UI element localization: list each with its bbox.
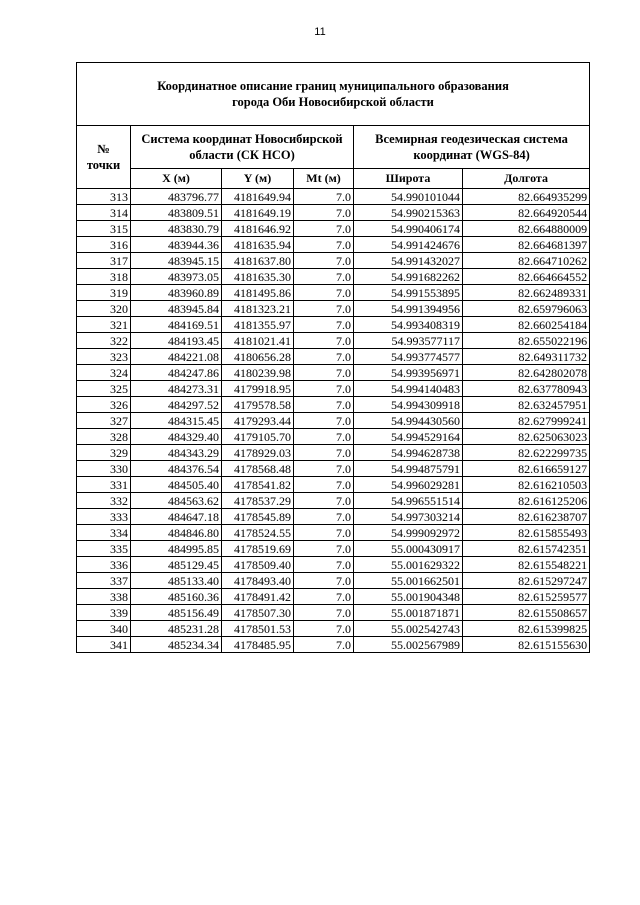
- table-row: [77, 237, 590, 253]
- mt-cell: 7.0: [294, 317, 354, 333]
- point-number-header-label: точки: [86, 158, 121, 172]
- point-number-cell: 326: [77, 397, 131, 413]
- y-cell: 4180656.28: [222, 349, 294, 365]
- table-row: [77, 429, 590, 445]
- x-cell: 485156.49: [131, 605, 222, 621]
- table-row: [77, 541, 590, 557]
- latitude-cell: 55.002567989: [354, 637, 463, 653]
- x-cell: 484376.54: [131, 461, 222, 477]
- latitude-cell: 54.994628738: [354, 445, 463, 461]
- mt-cell: 7.0: [294, 541, 354, 557]
- point-number-cell: 315: [77, 221, 131, 237]
- point-number-cell: 317: [77, 253, 131, 269]
- y-cell: 4178519.69: [222, 541, 294, 557]
- y-cell: 4181649.19: [222, 205, 294, 221]
- point-number-cell: 328: [77, 429, 131, 445]
- mt-cell: 7.0: [294, 509, 354, 525]
- longitude-cell: 82.625063023: [463, 429, 590, 445]
- table-row: [77, 573, 590, 589]
- x-cell: 485231.28: [131, 621, 222, 637]
- latitude-cell: 54.991682262: [354, 269, 463, 285]
- page-number: 11: [314, 26, 326, 38]
- table-row: [77, 589, 590, 605]
- y-cell: 4181495.86: [222, 285, 294, 301]
- point-number-cell: 336: [77, 557, 131, 573]
- x-cell: 484846.80: [131, 525, 222, 541]
- x-cell: 484193.45: [131, 333, 222, 349]
- mt-cell: 7.0: [294, 221, 354, 237]
- x-cell: 485160.36: [131, 589, 222, 605]
- longitude-cell: 82.616210503: [463, 477, 590, 493]
- point-number-cell: 340: [77, 621, 131, 637]
- mt-cell: 7.0: [294, 525, 354, 541]
- longitude-cell: 82.664664552: [463, 269, 590, 285]
- longitude-column-header: Долгота: [463, 169, 590, 189]
- x-cell: 484169.51: [131, 317, 222, 333]
- longitude-cell: 82.637780943: [463, 381, 590, 397]
- mt-cell: 7.0: [294, 605, 354, 621]
- longitude-cell: 82.615508657: [463, 605, 590, 621]
- point-number-cell: 335: [77, 541, 131, 557]
- latitude-cell: 54.991424676: [354, 237, 463, 253]
- mt-cell: 7.0: [294, 637, 354, 653]
- table-body: [77, 189, 590, 653]
- latitude-cell: 54.996029281: [354, 477, 463, 493]
- table-title-line-1: Координатное описание границ муниципального образования: [157, 79, 509, 93]
- mt-cell: 7.0: [294, 205, 354, 221]
- table-row: [77, 509, 590, 525]
- x-cell: 485133.40: [131, 573, 222, 589]
- wgs-header-line-2: координат (WGS-84): [413, 148, 530, 162]
- longitude-cell: 82.615548221: [463, 557, 590, 573]
- mt-cell: 7.0: [294, 461, 354, 477]
- wgs-system-header: [354, 126, 590, 169]
- mt-cell: 7.0: [294, 621, 354, 637]
- y-cell: 4181635.94: [222, 237, 294, 253]
- x-cell: 484329.40: [131, 429, 222, 445]
- nso-system-header: [131, 126, 354, 169]
- latitude-cell: 55.002542743: [354, 621, 463, 637]
- nso-header-line-1: Система координат Новосибирской: [141, 132, 343, 146]
- point-number-cell: 339: [77, 605, 131, 621]
- y-cell: 4181637.80: [222, 253, 294, 269]
- latitude-cell: 54.991553895: [354, 285, 463, 301]
- y-cell: 4178507.30: [222, 605, 294, 621]
- y-cell: 4181646.92: [222, 221, 294, 237]
- point-number-cell: 314: [77, 205, 131, 221]
- point-number-cell: 332: [77, 493, 131, 509]
- latitude-cell: 54.994875791: [354, 461, 463, 477]
- table-title: [77, 63, 590, 126]
- x-cell: 484247.86: [131, 365, 222, 381]
- table-row: [77, 557, 590, 573]
- latitude-cell: 54.990406174: [354, 221, 463, 237]
- mt-cell: 7.0: [294, 397, 354, 413]
- table-row: [77, 605, 590, 621]
- x-cell: 484647.18: [131, 509, 222, 525]
- table-row: [77, 621, 590, 637]
- y-cell: 4178501.53: [222, 621, 294, 637]
- mt-cell: 7.0: [294, 349, 354, 365]
- table-row: [77, 397, 590, 413]
- mt-cell: 7.0: [294, 429, 354, 445]
- longitude-cell: 82.649311732: [463, 349, 590, 365]
- longitude-cell: 82.616659127: [463, 461, 590, 477]
- latitude-cell: 54.996551514: [354, 493, 463, 509]
- point-number-cell: 325: [77, 381, 131, 397]
- y-cell: 4178568.48: [222, 461, 294, 477]
- latitude-cell: 54.990101044: [354, 189, 463, 205]
- latitude-cell: 54.994309918: [354, 397, 463, 413]
- point-number-header-symbol: №: [97, 142, 110, 156]
- point-number-cell: 313: [77, 189, 131, 205]
- x-cell: 485129.45: [131, 557, 222, 573]
- table-row: [77, 365, 590, 381]
- longitude-cell: 82.616238707: [463, 509, 590, 525]
- x-cell: 485234.34: [131, 637, 222, 653]
- x-cell: 483973.05: [131, 269, 222, 285]
- point-number-cell: 316: [77, 237, 131, 253]
- table-row: [77, 413, 590, 429]
- table-row: [77, 381, 590, 397]
- coordinate-table: [76, 62, 590, 653]
- longitude-cell: 82.662489331: [463, 285, 590, 301]
- point-number-cell: 319: [77, 285, 131, 301]
- latitude-cell: 54.999092972: [354, 525, 463, 541]
- point-number-cell: 329: [77, 445, 131, 461]
- table-row: [77, 285, 590, 301]
- y-cell: 4179293.44: [222, 413, 294, 429]
- longitude-cell: 82.664920544: [463, 205, 590, 221]
- longitude-cell: 82.664710262: [463, 253, 590, 269]
- mt-cell: 7.0: [294, 477, 354, 493]
- table-row: [77, 189, 590, 205]
- x-cell: 484273.31: [131, 381, 222, 397]
- longitude-cell: 82.659796063: [463, 301, 590, 317]
- y-cell: 4181649.94: [222, 189, 294, 205]
- point-number-cell: 341: [77, 637, 131, 653]
- mt-column-header: Mt (м): [294, 169, 354, 189]
- mt-cell: 7.0: [294, 333, 354, 349]
- y-cell: 4178493.40: [222, 573, 294, 589]
- y-cell: 4178491.42: [222, 589, 294, 605]
- table-row: [77, 253, 590, 269]
- y-cell: 4179105.70: [222, 429, 294, 445]
- y-cell: 4178524.55: [222, 525, 294, 541]
- latitude-cell: 55.000430917: [354, 541, 463, 557]
- latitude-cell: 54.993774577: [354, 349, 463, 365]
- mt-cell: 7.0: [294, 269, 354, 285]
- x-cell: 483960.89: [131, 285, 222, 301]
- y-cell: 4181021.41: [222, 333, 294, 349]
- x-cell: 483945.15: [131, 253, 222, 269]
- mt-cell: 7.0: [294, 589, 354, 605]
- latitude-cell: 55.001871871: [354, 605, 463, 621]
- table-row: [77, 317, 590, 333]
- latitude-cell: 54.994140483: [354, 381, 463, 397]
- y-cell: 4181355.97: [222, 317, 294, 333]
- table-row: [77, 301, 590, 317]
- table-row: [77, 333, 590, 349]
- latitude-cell: 54.993956971: [354, 365, 463, 381]
- y-cell: 4178509.40: [222, 557, 294, 573]
- latitude-cell: 54.994529164: [354, 429, 463, 445]
- x-cell: 484221.08: [131, 349, 222, 365]
- point-number-cell: 322: [77, 333, 131, 349]
- longitude-cell: 82.655022196: [463, 333, 590, 349]
- latitude-column-header: Широта: [354, 169, 463, 189]
- table-row: [77, 221, 590, 237]
- mt-cell: 7.0: [294, 301, 354, 317]
- latitude-cell: 55.001904348: [354, 589, 463, 605]
- y-cell: 4181323.21: [222, 301, 294, 317]
- latitude-cell: 54.997303214: [354, 509, 463, 525]
- y-cell: 4178929.03: [222, 445, 294, 461]
- x-cell: 483809.51: [131, 205, 222, 221]
- latitude-cell: 55.001662501: [354, 573, 463, 589]
- longitude-cell: 82.642802078: [463, 365, 590, 381]
- x-cell: 484297.52: [131, 397, 222, 413]
- point-number-cell: 330: [77, 461, 131, 477]
- point-number-cell: 337: [77, 573, 131, 589]
- point-number-cell: 323: [77, 349, 131, 365]
- table-row: [77, 637, 590, 653]
- wgs-header-line-1: Всемирная геодезическая система: [375, 132, 568, 146]
- point-number-cell: 333: [77, 509, 131, 525]
- mt-cell: 7.0: [294, 365, 354, 381]
- longitude-cell: 82.632457951: [463, 397, 590, 413]
- y-cell: 4178537.29: [222, 493, 294, 509]
- table-row: [77, 461, 590, 477]
- x-cell: 484995.85: [131, 541, 222, 557]
- mt-cell: 7.0: [294, 237, 354, 253]
- y-cell: 4179918.95: [222, 381, 294, 397]
- longitude-cell: 82.616125206: [463, 493, 590, 509]
- x-cell: 483796.77: [131, 189, 222, 205]
- nso-header-line-2: области (СК НСО): [189, 148, 295, 162]
- x-cell: 483945.84: [131, 301, 222, 317]
- y-cell: 4178541.82: [222, 477, 294, 493]
- point-number-cell: 324: [77, 365, 131, 381]
- longitude-cell: 82.615855493: [463, 525, 590, 541]
- table-row: [77, 205, 590, 221]
- point-number-cell: 334: [77, 525, 131, 541]
- x-cell: 484343.29: [131, 445, 222, 461]
- mt-cell: 7.0: [294, 557, 354, 573]
- latitude-cell: 55.001629322: [354, 557, 463, 573]
- latitude-cell: 54.991432027: [354, 253, 463, 269]
- mt-cell: 7.0: [294, 189, 354, 205]
- point-number-cell: 327: [77, 413, 131, 429]
- table-row: [77, 525, 590, 541]
- longitude-cell: 82.615297247: [463, 573, 590, 589]
- point-number-cell: 320: [77, 301, 131, 317]
- longitude-cell: 82.660254184: [463, 317, 590, 333]
- table-row: [77, 349, 590, 365]
- y-cell: 4180239.98: [222, 365, 294, 381]
- mt-cell: 7.0: [294, 253, 354, 269]
- point-number-cell: 318: [77, 269, 131, 285]
- latitude-cell: 54.991394956: [354, 301, 463, 317]
- longitude-cell: 82.622299735: [463, 445, 590, 461]
- point-number-cell: 321: [77, 317, 131, 333]
- y-cell: 4181635.30: [222, 269, 294, 285]
- mt-cell: 7.0: [294, 285, 354, 301]
- y-cell: 4179578.58: [222, 397, 294, 413]
- x-column-header: X (м): [131, 169, 222, 189]
- y-column-header: Y (м): [222, 169, 294, 189]
- table-row: [77, 269, 590, 285]
- x-cell: 484505.40: [131, 477, 222, 493]
- table-row: [77, 477, 590, 493]
- latitude-cell: 54.990215363: [354, 205, 463, 221]
- point-number-header: [77, 126, 131, 189]
- table-title-line-2: города Оби Новосибирской области: [232, 95, 434, 109]
- table-row: [77, 445, 590, 461]
- x-cell: 483830.79: [131, 221, 222, 237]
- mt-cell: 7.0: [294, 445, 354, 461]
- mt-cell: 7.0: [294, 493, 354, 509]
- mt-cell: 7.0: [294, 573, 354, 589]
- point-number-cell: 338: [77, 589, 131, 605]
- longitude-cell: 82.615155630: [463, 637, 590, 653]
- longitude-cell: 82.615259577: [463, 589, 590, 605]
- latitude-cell: 54.993577117: [354, 333, 463, 349]
- longitude-cell: 82.664935299: [463, 189, 590, 205]
- x-cell: 484563.62: [131, 493, 222, 509]
- x-cell: 484315.45: [131, 413, 222, 429]
- longitude-cell: 82.664681397: [463, 237, 590, 253]
- longitude-cell: 82.615399825: [463, 621, 590, 637]
- longitude-cell: 82.627999241: [463, 413, 590, 429]
- point-number-cell: 331: [77, 477, 131, 493]
- y-cell: 4178485.95: [222, 637, 294, 653]
- latitude-cell: 54.994430560: [354, 413, 463, 429]
- table-row: [77, 493, 590, 509]
- latitude-cell: 54.993408319: [354, 317, 463, 333]
- longitude-cell: 82.664880009: [463, 221, 590, 237]
- x-cell: 483944.36: [131, 237, 222, 253]
- y-cell: 4178545.89: [222, 509, 294, 525]
- longitude-cell: 82.615742351: [463, 541, 590, 557]
- mt-cell: 7.0: [294, 381, 354, 397]
- mt-cell: 7.0: [294, 413, 354, 429]
